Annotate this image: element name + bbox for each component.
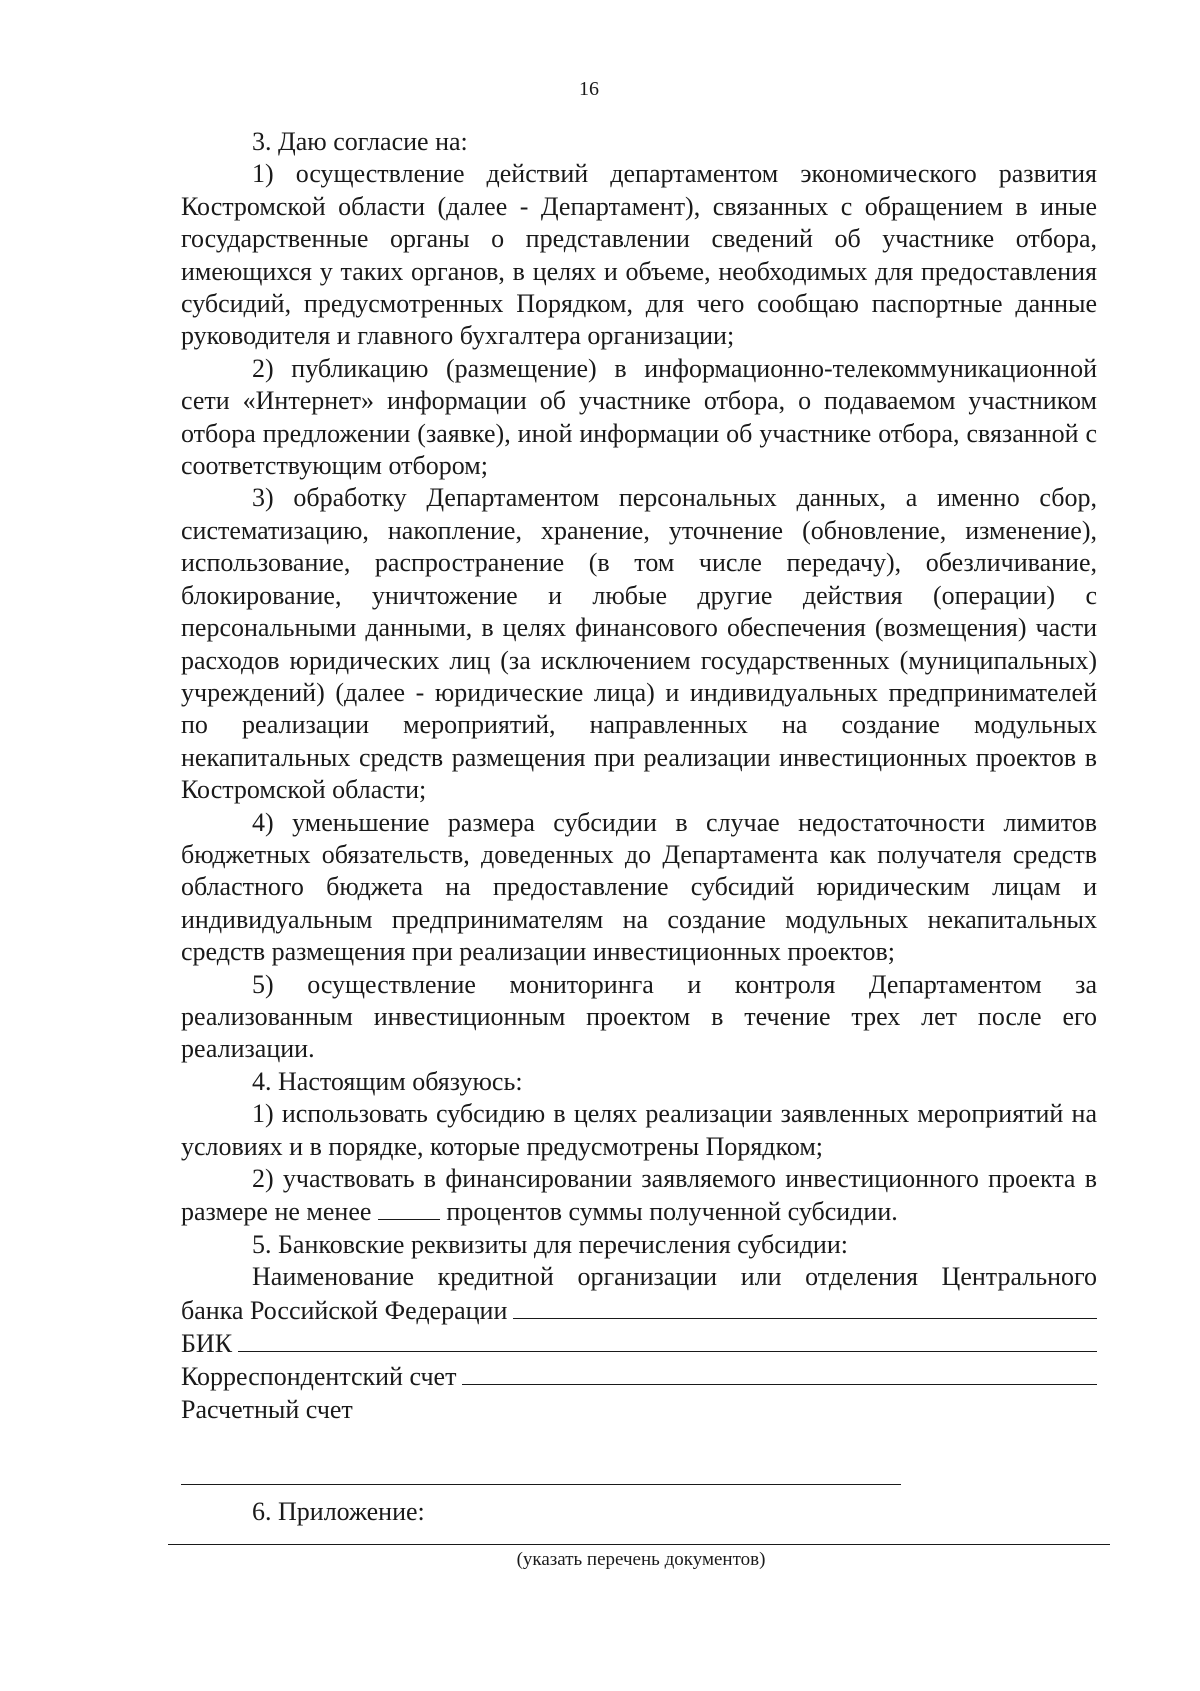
bik-fill-field[interactable] [238, 1327, 1097, 1352]
corr-account-row [181, 1360, 1097, 1393]
bank-heading: 5. Банковские реквизиты для перечисления субсидии: [252, 1229, 848, 1259]
corr-account-label: Корреспондентский счет [181, 1362, 457, 1392]
appendix-fill-field[interactable] [168, 1544, 1110, 1545]
page-number: 16 [579, 78, 599, 100]
percent-fill-field[interactable] [378, 1195, 440, 1220]
settlement-account-label: Расчетный счет [181, 1394, 353, 1424]
consent-item-1: 1) осуществление действий департаментом экономического развития Костромской области (далее - Департамент), связанных с обращением в иные государственные органы о представлении сведений об участнике отбора, имеющихся у таких органов, в целях и объеме, необходимых для предоставления субсидий, предусмотренных Порядком, для чего сообщаю паспортные данные руководителя и главного бухгалтера организации; [181, 159, 1097, 351]
consent-item-5: 5) осуществление мониторинга и контроля Департаментом за реализованным инвестиционным проектом в течение трех лет после его реализации. [181, 969, 1097, 1064]
consent-item-2: 2) публикацию (размещение) в информационно-телекоммуникационной сети «Интернет» информации об участнике отбора, о подаваемом участником отбора предложении (заявке), иной информации об участнике отбора, связанной с соответствующим отбором; [181, 353, 1097, 481]
bank-name-label-line1: Наименование кредитной организации или отделения Центрального [252, 1262, 1097, 1292]
consent-item-3: 3) обработку Департаментом персональных данных, а именно сбор, систематизацию, накопление, хранение, уточнение (обновление, изменение), использование, распространение (в том числе передачу), обезличивание, блокирование, уничтожение и любые другие действия (операции) с персональными данными, в целях финансового обеспечения (возмещения) части расходов юридических лиц (за исключением государственных (муниципальных) учреждений) (далее - юридические лица) и индивидуальных предпринимателей по реализации мероприятий, направленных на создание модульных некапитальных средств размещения при реализации инвестиционных проектов в Костромской области; [181, 483, 1097, 805]
bank-name-row [181, 1294, 1097, 1327]
corr-account-fill-field[interactable] [462, 1360, 1097, 1385]
obligations-item-2-text-before: 2) участвовать в финансировании заявляемого инвестиционного проекта в размере не менее [181, 1164, 1097, 1227]
consent-item-4: 4) уменьшение размера субсидии в случае недостаточности лимитов бюджетных обязательств, доведенных до Департамента как получателя средств областного бюджета на предоставление субсидий юридическим лицам и индивидуальным предпринимателям на создание модульных некапитальных средств размещения при реализации инвестиционных проектов; [181, 807, 1097, 967]
bik-label: БИК [181, 1329, 233, 1359]
appendix-heading: 6. Приложение: [252, 1497, 425, 1526]
document-body [181, 126, 1097, 1426]
obligations-item-2 [181, 1163, 1097, 1229]
bank-name-label-line2: банка Российской Федерации [181, 1295, 508, 1325]
appendix-hint: (указать перечень документов) [516, 1549, 766, 1570]
obligations-heading: 4. Настоящим обязуюсь: [252, 1066, 523, 1096]
settlement-account-fill-field[interactable] [181, 1484, 901, 1485]
obligations-item-2-text-after: процентов суммы полученной субсидии. [446, 1197, 898, 1227]
bik-row [181, 1327, 1097, 1360]
bank-name-fill-field[interactable] [513, 1294, 1097, 1319]
obligations-item-1: 1) использовать субсидию в целях реализации заявленных мероприятий на условиях и в порядке, которые предусмотрены Порядком; [181, 1099, 1097, 1161]
consent-heading: 3. Даю согласие на: [252, 127, 468, 156]
